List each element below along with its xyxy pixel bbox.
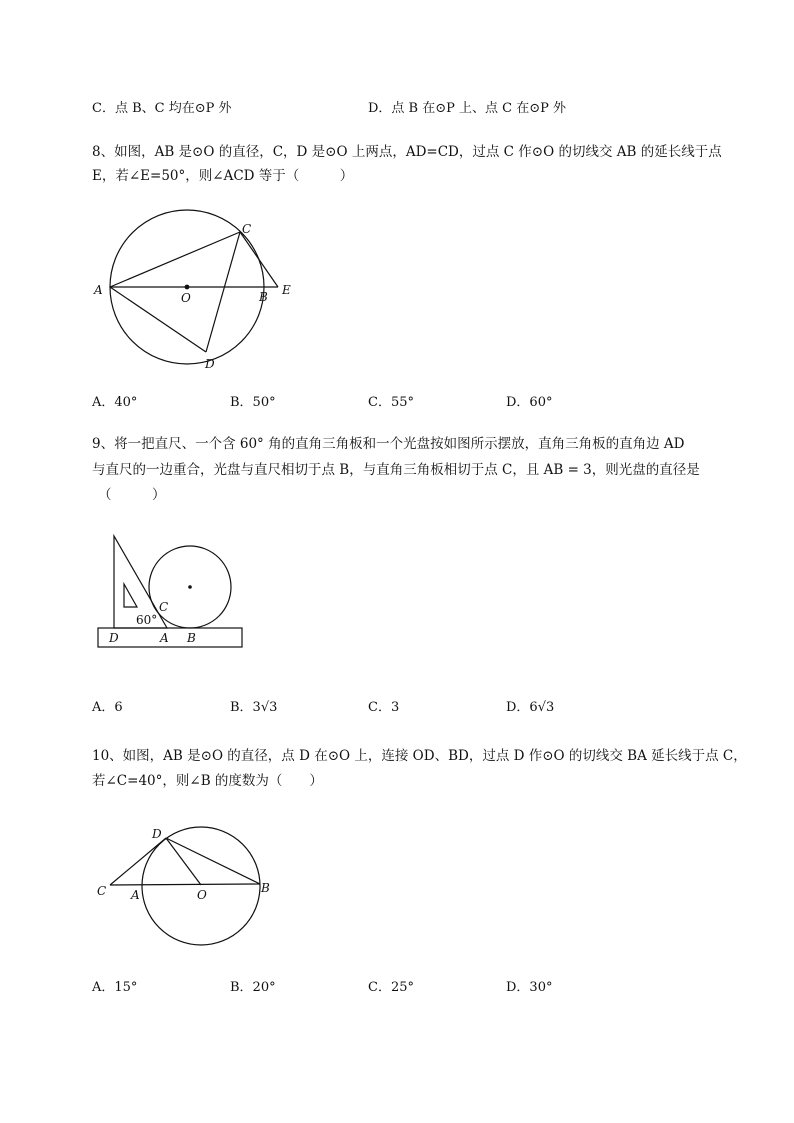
q10-circle [142, 827, 260, 945]
q8-option-d: D．60° [506, 395, 553, 410]
q10-line-bd [166, 838, 260, 884]
q10-label-o: O [197, 888, 207, 902]
q9-option-c: C．3 [368, 700, 400, 715]
q9-label-b: B [187, 631, 196, 645]
q9-option-b: B．3√3 [230, 700, 278, 715]
q10-option-b: B．20° [230, 980, 276, 995]
q8-option-a: A．40° [92, 395, 138, 410]
q8-label-d: D [205, 357, 215, 371]
q9-label-d: D [109, 631, 119, 645]
q9-label-a: A [160, 631, 169, 645]
q8-label-e: E [282, 283, 291, 297]
q10-option-c: C．25° [368, 980, 414, 995]
q10-label-c: C [97, 884, 107, 898]
q9-label-c: C [159, 600, 169, 614]
q8-stem-line2: E，若∠E=50°，则∠ACD 等于（ ） [92, 168, 354, 184]
q9-option-d: D．6√3 [506, 700, 555, 715]
q9-stem-line2: 与直尺的一边重合，光盘与直尺相切于点 B，与直角三角板相切于点 C，且 AB = 3，则光盘的直径是 [92, 462, 700, 478]
q8-label-c: C [242, 222, 252, 236]
q8-label-o: O [181, 291, 191, 305]
q10-stem-line1: 10、如图，AB 是⊙O 的直径，点 D 在⊙O 上，连接 OD、BD，过点 D 作⊙O 的切线交 BA 延长线于点 C， [92, 748, 747, 764]
q8-stem-line1: 8、如图，AB 是⊙O 的直径，C，D 是⊙O 上两点，AD=CD，过点 C 作⊙O 的切线交 AB 的延长线于点 [92, 144, 722, 160]
q10-stem-line2: 若∠C=40°，则∠B 的度数为（ ） [92, 773, 323, 789]
q10-label-a: A [131, 888, 140, 902]
q7-option-c: C．点 B、C 均在⊙P 外 [92, 101, 232, 116]
q10-label-d: D [152, 827, 162, 841]
q9-option-a: A．6 [92, 700, 123, 715]
q8-option-b: B．50° [230, 395, 276, 410]
q9-label-angle: 60° [136, 613, 158, 627]
q9-stem-line1: 9、将一把直尺、一个含 60° 角的直角三角板和一个光盘按如图所示摆放，直角三角板的直角边 AD [92, 436, 685, 452]
q10-label-b: B [261, 881, 270, 895]
q8-label-a: A [94, 283, 103, 297]
q7-option-d: D．点 B 在⊙P 上、点 C 在⊙P 外 [368, 101, 566, 116]
q10-option-d: D．30° [506, 980, 553, 995]
q10-line-cb [110, 884, 260, 885]
q8-option-c: C．55° [368, 395, 414, 410]
q9-stem-line3: （ ） [98, 487, 166, 503]
q10-option-a: A．15° [92, 980, 138, 995]
q10-line-od [166, 838, 201, 885]
q8-label-b: B [259, 290, 268, 304]
q10-tangent-cd [110, 838, 166, 885]
